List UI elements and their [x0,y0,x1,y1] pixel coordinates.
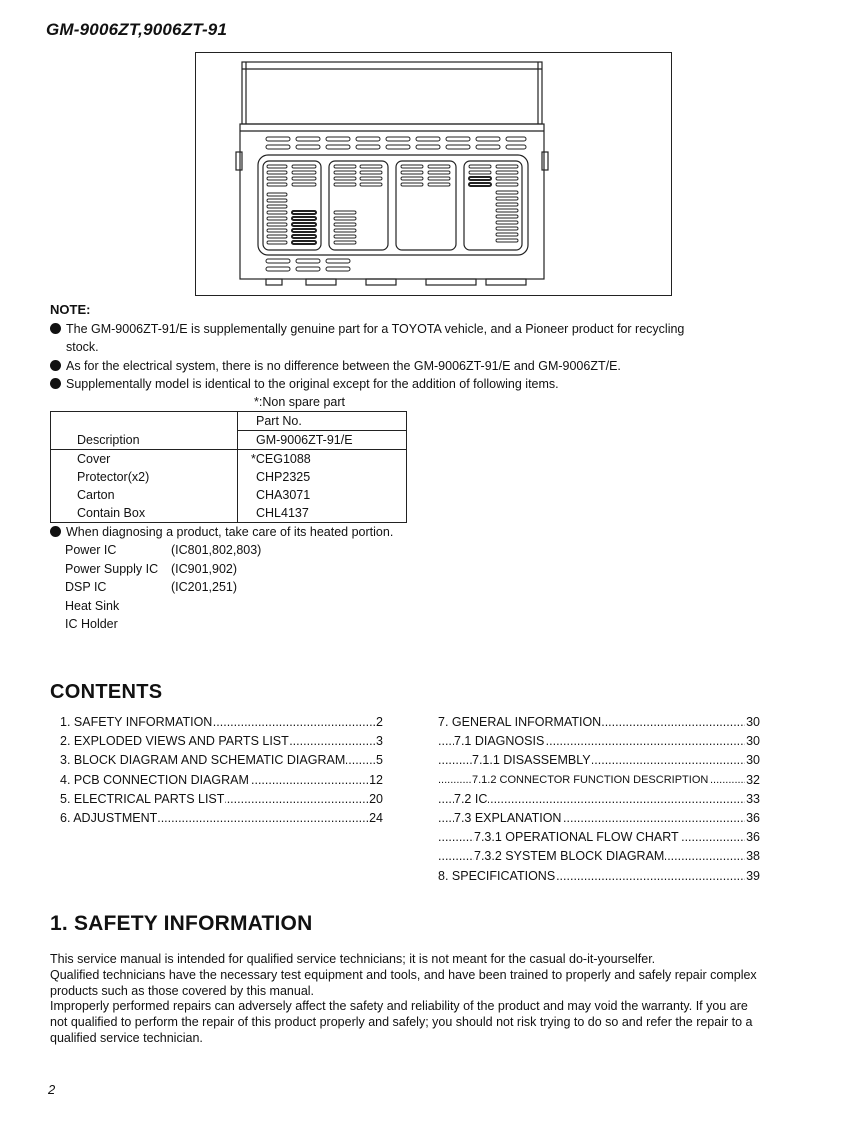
model-header: GM-9006ZT,9006ZT-91 [46,20,228,39]
list-item [65,560,261,579]
table-row [51,468,407,486]
toc-entry-page: 20 [368,790,383,809]
row-part-no: CHP2325 [256,470,311,484]
toc-entry-text: 4. PCB CONNECTION DIAGRAM [60,772,249,787]
table-row [51,504,407,523]
list-item [65,615,261,634]
toc-entry[interactable] [438,771,760,790]
heated-parts-list [65,541,261,634]
toc-entry[interactable] [438,790,760,809]
note-bullet-2-text: As for the electrical system, there is no difference between the GM-9006ZT-91/E and GM-9006ZT/E. [66,359,621,373]
toc-entry-text: 1. SAFETY INFORMATION [60,715,213,729]
list-item [65,578,261,597]
toc-entry[interactable] [438,847,760,866]
model-subheader: GM-9006ZT-91/E [238,431,407,450]
note-bullet-4 [50,523,393,541]
note-bullet-3 [50,375,559,393]
row-description: Carton [51,486,238,504]
toc-entry-page: 3 [375,732,383,751]
toc-entry-text: 7.1.1 DISASSEMBLY [472,753,591,768]
toc-entry[interactable] [438,751,760,770]
toc-entry-page: 33 [745,790,760,809]
toc-entry-text: 8. SPECIFICATIONS [438,868,556,883]
unit-rear-view-drawing [196,53,673,297]
non-spare-note: *:Non spare part [254,395,346,409]
row-description: Protector(x2) [51,468,238,486]
table-header-spacer [51,412,238,431]
toc-entry-page: 12 [368,771,383,790]
item-value: (IC201,251) [171,580,238,594]
toc-left-column [60,713,383,828]
bullet-dot-icon [50,378,61,389]
part-no-header: Part No. [238,412,407,431]
note-bullet-1-line2: stock. [66,340,99,354]
parts-table [50,411,407,523]
toc-entry-text: 7.3.2 SYSTEM BLOCK DIAGRAM [474,849,665,864]
bullet-dot-icon [50,360,61,371]
toc-entry[interactable] [60,713,383,732]
row-description: Contain Box [51,504,238,523]
table-row [51,486,407,504]
toc-entry-text: 3. BLOCK DIAGRAM AND SCHEMATIC DIAGRAM [60,753,346,768]
toc-entry-page: 30 [745,713,760,732]
toc-entry-text: 2. EXPLODED VIEWS AND PARTS LIST [60,734,289,749]
item-label: IC Holder [65,617,118,631]
page-number: 2 [48,1082,56,1097]
toc-entry-page: 30 [745,732,760,751]
list-item [65,597,261,616]
safety-section-title: 1. SAFETY INFORMATION [50,912,313,935]
row-part-no: CHA3071 [256,488,311,502]
row-part-no: CHL4137 [256,506,309,520]
toc-entry-page: 30 [745,751,760,770]
toc-entry-page: 39 [745,867,760,886]
item-value: (IC801,802,803) [171,543,262,557]
toc-entry-text: 5. ELECTRICAL PARTS LIST [60,791,225,806]
note-bullet-3-text: Supplementally model is identical to the original except for the addition of following items. [66,377,559,391]
toc-entry[interactable] [60,732,383,751]
safety-section-body [50,952,764,1047]
toc-entry-text: 6. ADJUSTMENT [60,811,158,826]
toc-entry-page: 32 [745,771,760,790]
item-label: Heat Sink [65,598,120,613]
toc-entry-text: 7.3.1 OPERATIONAL FLOW CHART [474,830,679,845]
toc-entry[interactable] [438,828,760,847]
unit-illustration [195,52,672,296]
bullet-dot-icon [50,526,61,537]
toc-entry[interactable] [438,732,760,751]
toc-entry-page: 5 [375,751,383,770]
toc-entry-page: 24 [368,809,383,828]
note-title: NOTE: [50,302,91,317]
toc-entry[interactable] [60,809,383,828]
note-bullet-4-text: When diagnosing a product, take care of its heated portion. [66,525,394,539]
toc-entry[interactable] [60,751,383,770]
description-header: Description [51,431,238,450]
table-row [51,450,407,469]
toc-entry-page: 36 [745,809,760,828]
toc-entry-page: 38 [745,847,760,866]
note-bullet-2 [50,357,621,375]
item-label: Power Supply IC [65,561,159,576]
bullet-dot-icon [50,323,61,334]
toc-right-column [438,713,760,886]
safety-paragraph-2: Qualified technicians have the necessary test equipment and tools, and have been trained to properly and safely repair complex products such as those covered by this manual. [50,967,757,998]
toc-entry[interactable] [60,771,383,790]
toc-entry[interactable] [438,809,760,828]
item-label: DSP IC [65,580,107,594]
toc-entry-text: 7.1.2 CONNECTOR FUNCTION DESCRIPTION [472,773,709,786]
toc-entry-page: 36 [745,828,760,847]
row-description: Cover [51,450,238,469]
list-item [65,541,261,560]
toc-entry-text: 7.2 IC [454,791,488,806]
safety-paragraph-1: This service manual is intended for qualified service technicians; it is not meant for the casual do-it-yourselfer. [50,952,656,966]
toc-entry[interactable] [438,867,760,886]
toc-entry-text: 7.3 EXPLANATION [454,811,562,826]
toc-entry-page: 2 [375,713,383,732]
contents-title: CONTENTS [50,681,163,703]
note-bullet-1 [50,320,764,356]
item-value: (IC901,902) [171,561,238,576]
toc-entry[interactable] [60,790,383,809]
safety-paragraph-3: Improperly performed repairs can adversely affect the safety and reliability of the product and may void the warranty. If you are not qualified to perform the repair of this product properly and safely; you should not risk trying to do so and refer the repair to a qualified service technician. [50,999,753,1045]
toc-entry-text: 7.1 DIAGNOSIS [454,734,545,749]
item-label: Power IC [65,543,117,557]
toc-entry-text: 7. GENERAL INFORMATION [438,715,602,729]
toc-entry[interactable] [438,713,760,732]
note-bullet-1-line1: The GM-9006ZT-91/E is supplementally genuine part for a TOYOTA vehicle, and a Pioneer product for recycling [66,322,685,336]
row-part-no: *CEG1088 [251,452,311,466]
